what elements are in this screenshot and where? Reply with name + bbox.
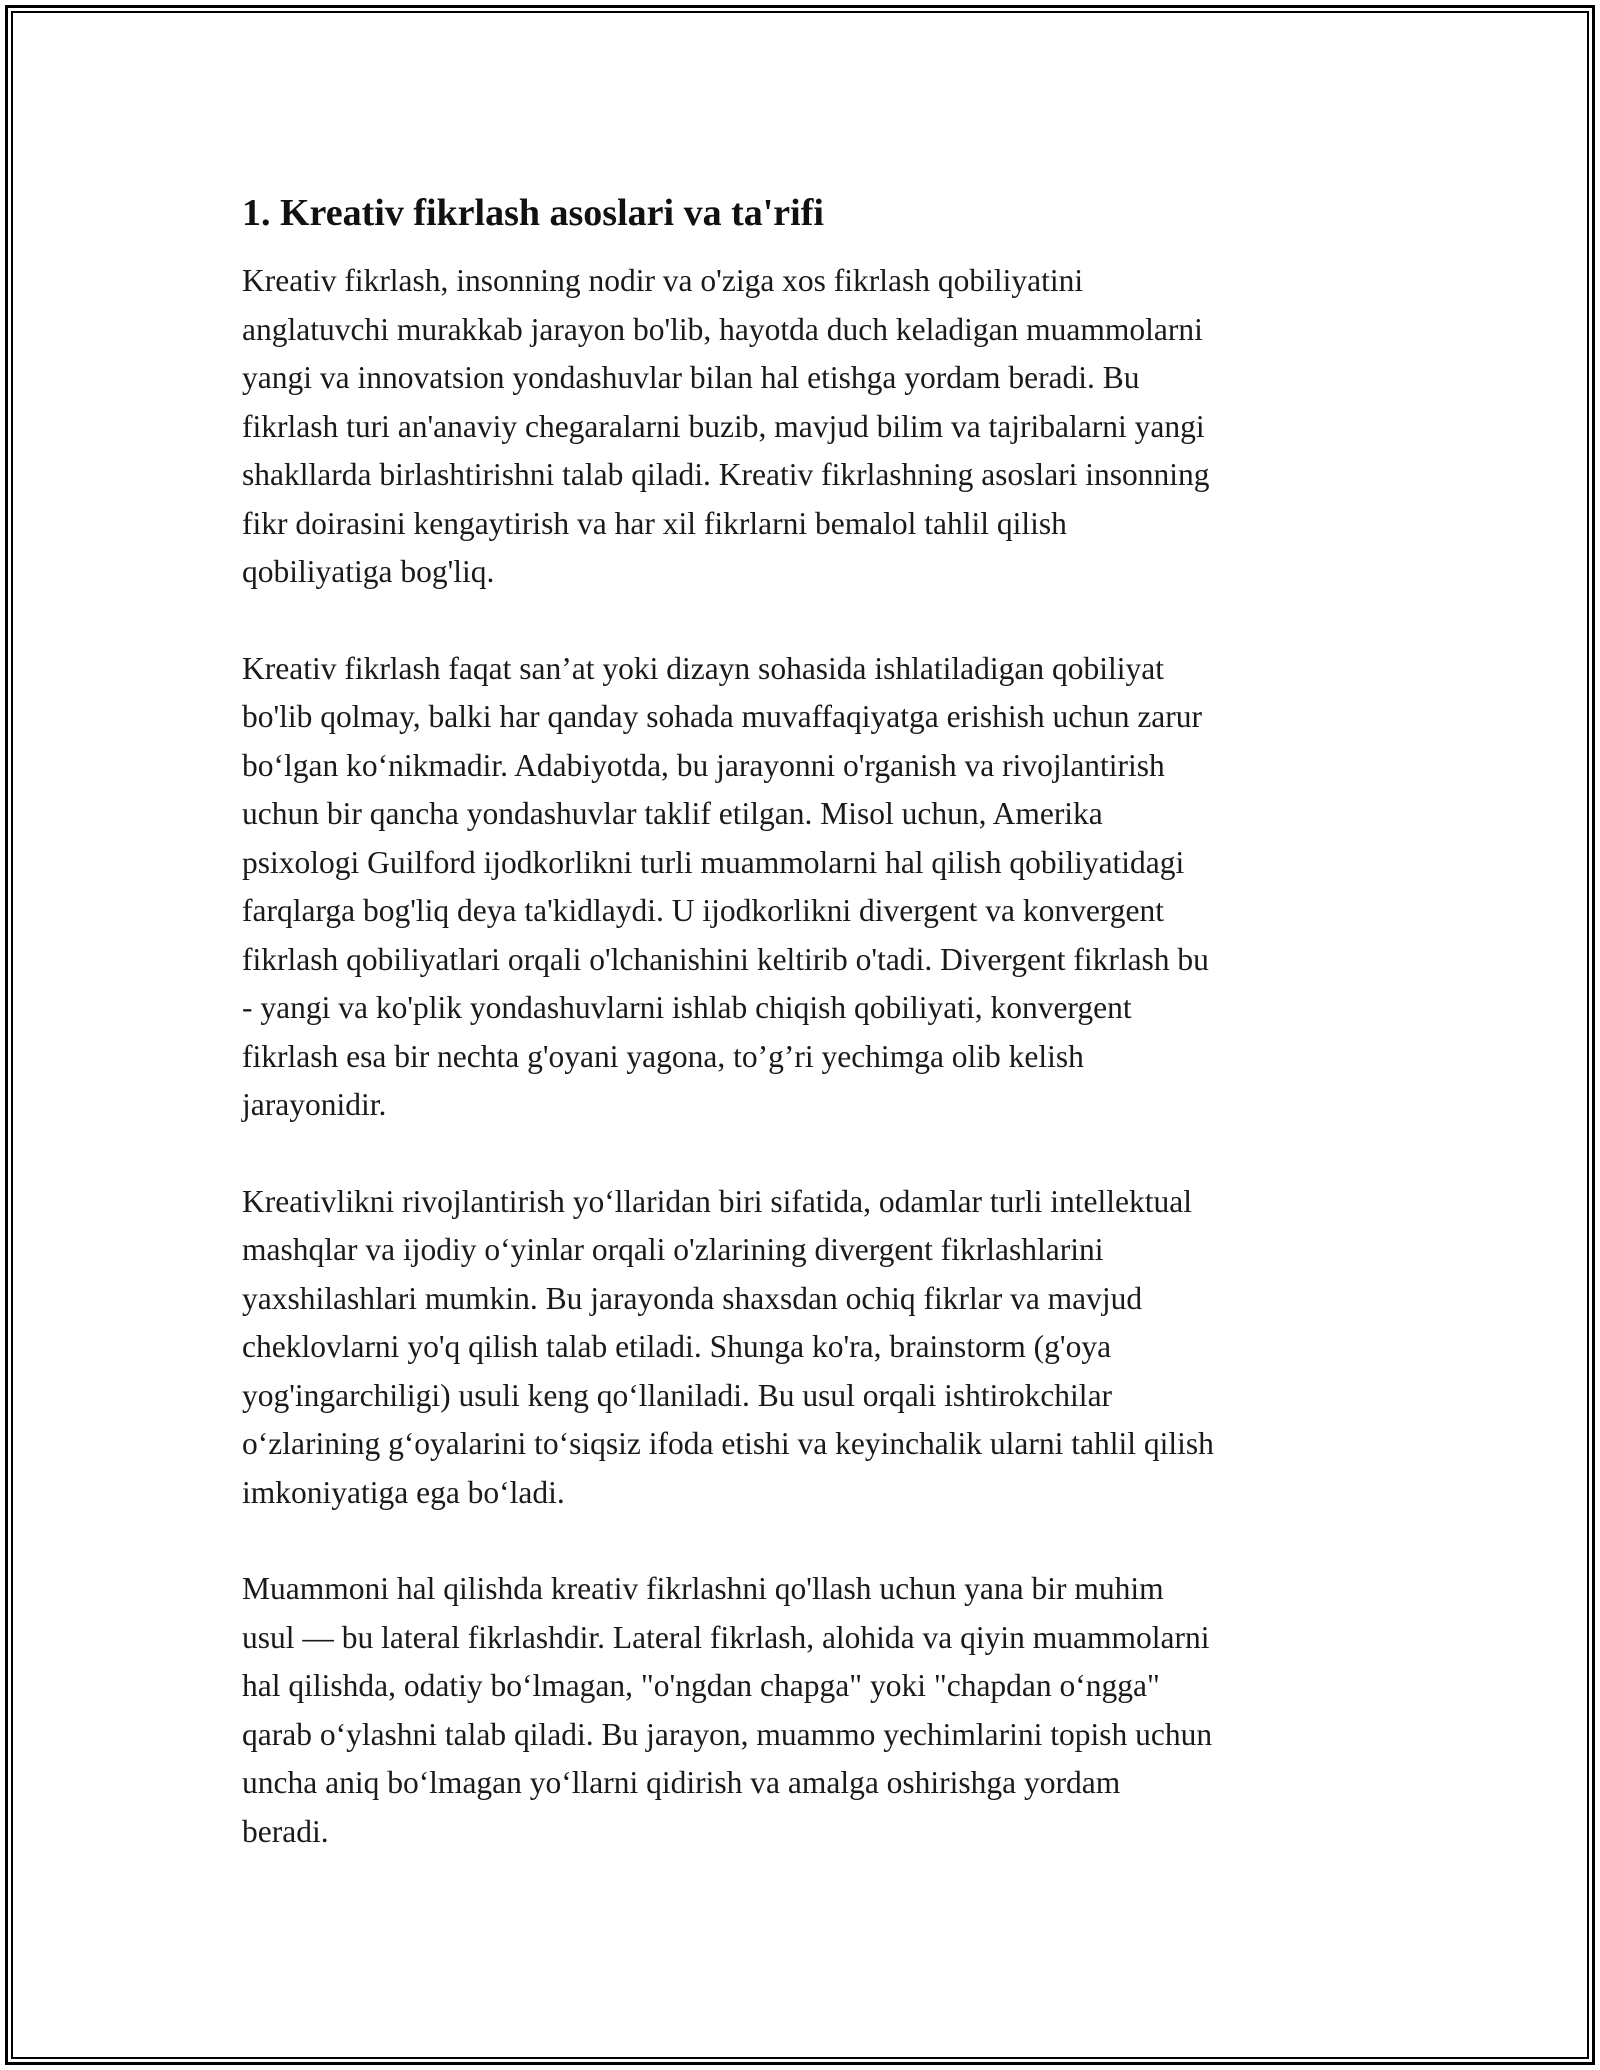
paragraph-line: fikrlash qobiliyatlari orqali o'lchanishini keltirib o'tadi. Divergent fikrlash bu xyxy=(242,941,1209,977)
paragraph-line: uchun bir qancha yondashuvlar taklif etilgan. Misol uchun, Amerika xyxy=(242,796,1103,831)
paragraph-line: Kreativ fikrlash faqat san’at yoki dizayn sohasida ishlatiladigan qobiliyat xyxy=(242,650,1164,686)
paragraph-line: shakllarda birlashtirishni talab qiladi. Kreativ fikrlashning asoslari insonning xyxy=(242,457,1210,492)
paragraph-line: mashqlar va ijodiy o‘yinlar orqali o'zlarining divergent fikrlashlarini xyxy=(242,1232,1104,1267)
paragraph-line: o‘zlarining g‘oyalarini to‘siqsiz ifoda etishi va keyinchalik ularni tahlil qilish xyxy=(242,1426,1214,1461)
paragraph-line: fikrlash esa bir nechta g'oyani yagona, to’g’ri yechimga olib kelish xyxy=(242,1038,1084,1074)
paragraph-3 xyxy=(242,1178,1382,1518)
paragraph-1 xyxy=(242,257,1382,597)
paragraph-line: beradi. xyxy=(242,1813,329,1849)
paragraph-line: fikr doirasini kengaytirish va har xil fikrlarni bemalol tahlil qilish xyxy=(242,505,1067,541)
paragraph-line: Muammoni hal qilishda kreativ fikrlashni qo'llash uchun yana bir muhim xyxy=(242,1571,1164,1606)
paragraph-line: qarab o‘ylashni talab qiladi. Bu jarayon, muammo yechimlarini topish uchun xyxy=(242,1716,1213,1752)
paragraph-line: yangi va innovatsion yondashuvlar bilan hal etishga yordam beradi. Bu xyxy=(242,360,1140,395)
paragraph-line: fikrlash turi an'anaviy chegaralarni buzib, mavjud bilim va tajribalarni yangi xyxy=(242,408,1205,444)
paragraph-4 xyxy=(242,1565,1382,1856)
paragraph-line: usul — bu lateral fikrlashdir. Lateral fikrlash, alohida va qiyin muammolarni xyxy=(242,1619,1210,1655)
paragraph-line: yog'ingarchiligi) usuli keng qo‘llaniladi. Bu usul orqali ishtirokchilar xyxy=(242,1377,1113,1413)
paragraph-line: bo'lib qolmay, balki har qanday sohada muvaffaqiyatga erishish uchun zarur xyxy=(242,699,1203,734)
paragraph-2 xyxy=(242,645,1382,1130)
section-heading: 1. Kreativ fikrlash asoslari va ta'rifi xyxy=(242,192,824,234)
paragraph-line: Kreativlikni rivojlantirish yo‘llaridan biri sifatida, odamlar turli intellektual xyxy=(242,1183,1192,1219)
paragraph-line: imkoniyatiga ega bo‘ladi. xyxy=(242,1474,565,1510)
paragraph-line: hal qilishda, odatiy bo‘lmagan, "o'ngdan chapga" yoki "chapdan o‘ngga" xyxy=(242,1668,1160,1703)
paragraph-line: yaxshilashlari mumkin. Bu jarayonda shaxsdan ochiq fikrlar va mavjud xyxy=(242,1280,1143,1316)
paragraph-line: Kreativ fikrlash, insonning nodir va o'ziga xos fikrlash qobiliyatini xyxy=(242,263,1084,298)
page-inner-border xyxy=(11,11,1589,2059)
paragraph-line: bo‘lgan ko‘nikmadir. Adabiyotda, bu jarayonni o'rganish va rivojlantirish xyxy=(242,747,1165,783)
document-body xyxy=(242,189,1382,1904)
paragraph-line: psixologi Guilford ijodkorlikni turli muammolarni hal qilish qobiliyatidagi xyxy=(242,844,1185,880)
paragraph-line: qobiliyatiga bog'liq. xyxy=(242,554,495,589)
paragraph-line: jarayonidir. xyxy=(242,1087,387,1122)
paragraph-line: - yangi va ko'plik yondashuvlarni ishlab chiqish qobiliyati, konvergent xyxy=(242,990,1132,1025)
paragraph-line: farqlarga bog'liq deya ta'kidlaydi. U ijodkorlikni divergent va konvergent xyxy=(242,893,1165,928)
paragraph-line: uncha aniq bo‘lmagan yo‘llarni qidirish va amalga oshirishga yordam xyxy=(242,1765,1121,1800)
page-outer-border xyxy=(5,5,1595,2065)
paragraph-line: anglatuvchi murakkab jarayon bo'lib, hayotda duch keladigan muammolarni xyxy=(242,311,1203,347)
paragraph-line: cheklovlarni yo'q qilish talab etiladi. Shunga ko'ra, brainstorm (g'oya xyxy=(242,1329,1112,1364)
